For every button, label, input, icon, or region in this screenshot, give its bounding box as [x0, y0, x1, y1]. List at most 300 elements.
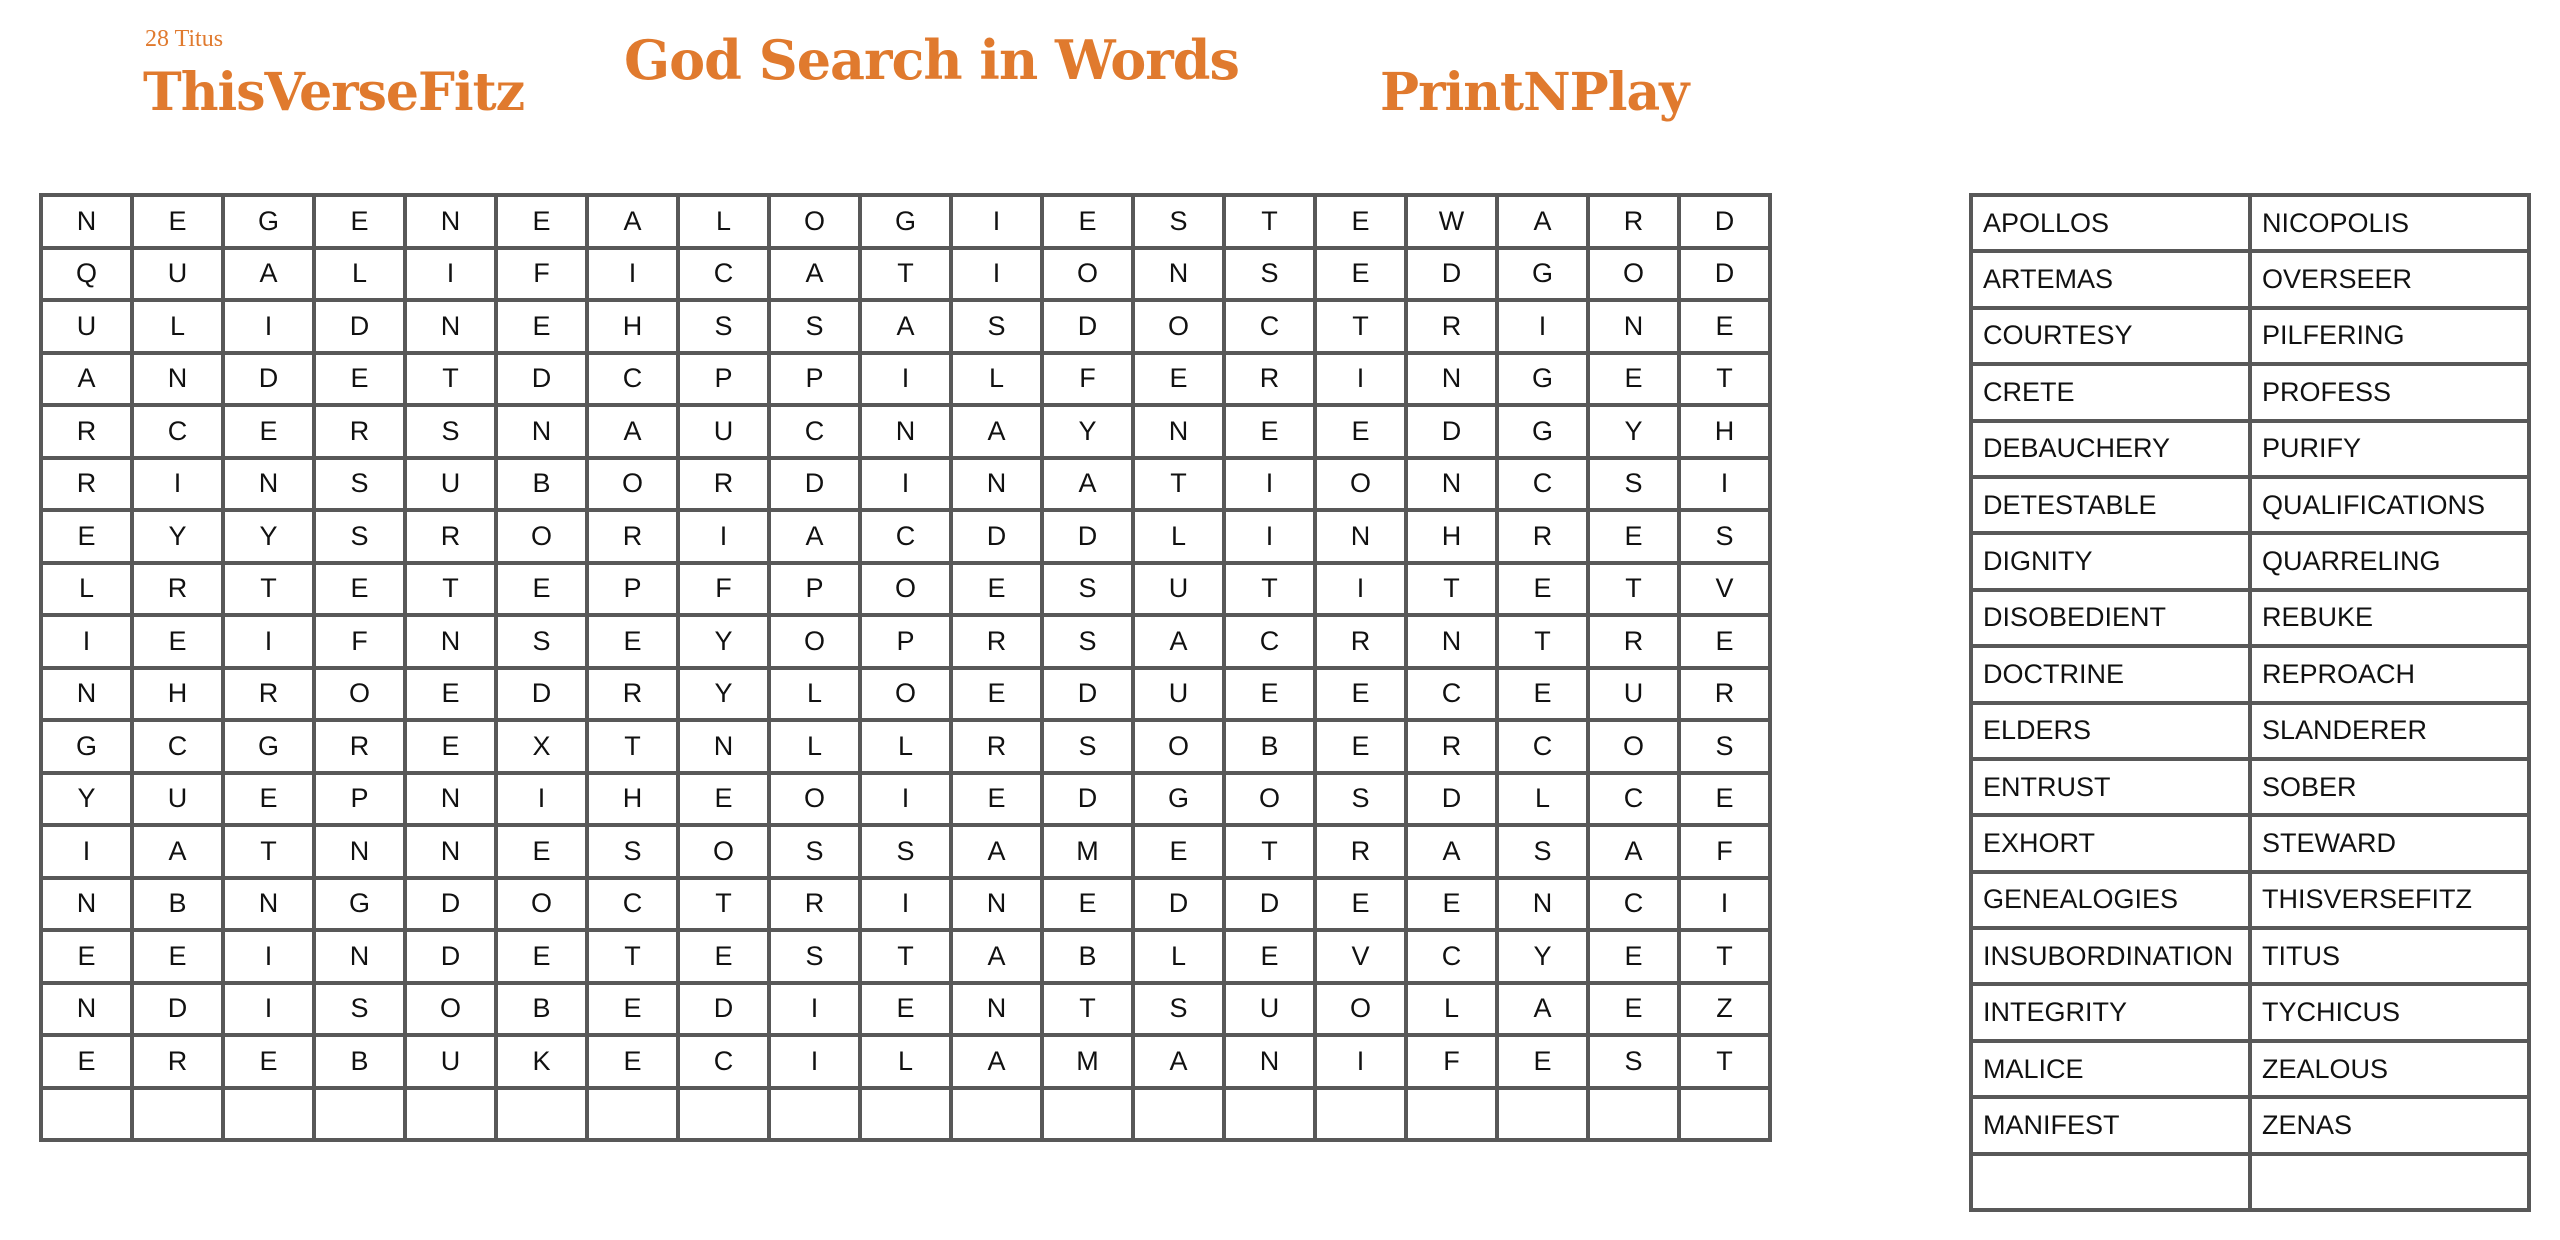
grid-cell[interactable]: N: [1133, 248, 1224, 301]
grid-cell[interactable]: Y: [223, 510, 314, 563]
grid-cell[interactable]: E: [1315, 720, 1406, 773]
grid-cell[interactable]: O: [678, 825, 769, 878]
grid-cell[interactable]: A: [41, 353, 132, 406]
grid-cell[interactable]: S: [1588, 458, 1679, 511]
grid-cell[interactable]: U: [1133, 563, 1224, 616]
grid-cell[interactable]: S: [951, 300, 1042, 353]
grid-cell[interactable]: E: [1315, 878, 1406, 931]
grid-cell[interactable]: E: [1315, 405, 1406, 458]
grid-cell[interactable]: [860, 1088, 951, 1141]
grid-cell[interactable]: T: [860, 930, 951, 983]
grid-cell[interactable]: I: [223, 615, 314, 668]
grid-cell[interactable]: T: [1679, 353, 1770, 406]
grid-cell[interactable]: O: [1042, 248, 1133, 301]
grid-cell[interactable]: E: [1588, 930, 1679, 983]
grid-cell[interactable]: O: [769, 615, 860, 668]
grid-cell[interactable]: D: [1133, 878, 1224, 931]
grid-cell[interactable]: G: [1133, 773, 1224, 826]
grid-cell[interactable]: I: [1497, 300, 1588, 353]
grid-cell[interactable]: R: [314, 720, 405, 773]
grid-cell[interactable]: M: [1042, 1035, 1133, 1088]
grid-cell[interactable]: E: [1497, 668, 1588, 721]
grid-cell[interactable]: A: [587, 195, 678, 248]
grid-cell[interactable]: [132, 1088, 223, 1141]
grid-cell[interactable]: E: [1679, 615, 1770, 668]
grid-cell[interactable]: D: [1679, 195, 1770, 248]
grid-cell[interactable]: O: [496, 878, 587, 931]
grid-cell[interactable]: H: [587, 300, 678, 353]
grid-cell[interactable]: I: [1315, 353, 1406, 406]
grid-cell[interactable]: I: [223, 300, 314, 353]
grid-cell[interactable]: I: [951, 248, 1042, 301]
grid-cell[interactable]: I: [860, 458, 951, 511]
grid-cell[interactable]: I: [1679, 458, 1770, 511]
grid-cell[interactable]: N: [951, 458, 1042, 511]
grid-cell[interactable]: Y: [41, 773, 132, 826]
grid-cell[interactable]: E: [951, 563, 1042, 616]
grid-cell[interactable]: S: [1133, 195, 1224, 248]
grid-cell[interactable]: I: [1679, 878, 1770, 931]
grid-cell[interactable]: C: [1406, 930, 1497, 983]
grid-cell[interactable]: F: [1679, 825, 1770, 878]
grid-cell[interactable]: A: [951, 930, 1042, 983]
grid-cell[interactable]: I: [678, 510, 769, 563]
grid-cell[interactable]: G: [860, 195, 951, 248]
grid-cell[interactable]: S: [587, 825, 678, 878]
grid-cell[interactable]: N: [405, 615, 496, 668]
grid-cell[interactable]: A: [860, 300, 951, 353]
grid-cell[interactable]: T: [1224, 563, 1315, 616]
grid-cell[interactable]: V: [1679, 563, 1770, 616]
grid-cell[interactable]: E: [1224, 405, 1315, 458]
grid-cell[interactable]: D: [496, 668, 587, 721]
grid-cell[interactable]: S: [1133, 983, 1224, 1036]
grid-cell[interactable]: P: [314, 773, 405, 826]
grid-cell[interactable]: C: [587, 878, 678, 931]
grid-cell[interactable]: L: [314, 248, 405, 301]
grid-cell[interactable]: P: [769, 563, 860, 616]
grid-cell[interactable]: U: [405, 1035, 496, 1088]
grid-cell[interactable]: T: [1224, 825, 1315, 878]
grid-cell[interactable]: V: [1315, 930, 1406, 983]
grid-cell[interactable]: E: [223, 405, 314, 458]
grid-cell[interactable]: L: [1133, 510, 1224, 563]
grid-cell[interactable]: D: [132, 983, 223, 1036]
grid-cell[interactable]: T: [1133, 458, 1224, 511]
grid-cell[interactable]: N: [405, 195, 496, 248]
grid-cell[interactable]: I: [769, 983, 860, 1036]
grid-cell[interactable]: L: [951, 353, 1042, 406]
grid-cell[interactable]: [769, 1088, 860, 1141]
grid-cell[interactable]: O: [860, 668, 951, 721]
grid-cell[interactable]: L: [1406, 983, 1497, 1036]
grid-cell[interactable]: S: [1679, 720, 1770, 773]
grid-cell[interactable]: C: [1224, 300, 1315, 353]
grid-cell[interactable]: G: [1497, 405, 1588, 458]
grid-cell[interactable]: T: [1588, 563, 1679, 616]
grid-cell[interactable]: E: [1679, 773, 1770, 826]
grid-cell[interactable]: A: [587, 405, 678, 458]
grid-cell[interactable]: N: [132, 353, 223, 406]
grid-cell[interactable]: I: [496, 773, 587, 826]
grid-cell[interactable]: S: [769, 300, 860, 353]
grid-cell[interactable]: U: [1133, 668, 1224, 721]
grid-cell[interactable]: E: [678, 930, 769, 983]
grid-cell[interactable]: O: [1133, 720, 1224, 773]
grid-cell[interactable]: D: [314, 300, 405, 353]
grid-cell[interactable]: C: [1588, 773, 1679, 826]
grid-cell[interactable]: S: [405, 405, 496, 458]
grid-cell[interactable]: N: [41, 668, 132, 721]
grid-cell[interactable]: D: [1042, 668, 1133, 721]
grid-cell[interactable]: T: [1224, 195, 1315, 248]
grid-cell[interactable]: R: [951, 720, 1042, 773]
grid-cell[interactable]: E: [1315, 668, 1406, 721]
grid-cell[interactable]: L: [769, 720, 860, 773]
grid-cell[interactable]: Y: [678, 615, 769, 668]
grid-cell[interactable]: C: [1497, 720, 1588, 773]
grid-cell[interactable]: I: [1224, 510, 1315, 563]
grid-cell[interactable]: T: [1679, 930, 1770, 983]
grid-cell[interactable]: R: [132, 1035, 223, 1088]
grid-cell[interactable]: A: [1042, 458, 1133, 511]
grid-cell[interactable]: U: [132, 773, 223, 826]
grid-cell[interactable]: E: [314, 195, 405, 248]
grid-cell[interactable]: N: [405, 825, 496, 878]
grid-cell[interactable]: E: [132, 615, 223, 668]
grid-cell[interactable]: E: [132, 930, 223, 983]
grid-cell[interactable]: [496, 1088, 587, 1141]
grid-cell[interactable]: N: [1588, 300, 1679, 353]
grid-cell[interactable]: A: [1497, 195, 1588, 248]
grid-cell[interactable]: G: [1497, 353, 1588, 406]
grid-cell[interactable]: B: [496, 458, 587, 511]
grid-cell[interactable]: G: [314, 878, 405, 931]
grid-cell[interactable]: C: [1588, 878, 1679, 931]
grid-cell[interactable]: O: [769, 195, 860, 248]
grid-cell[interactable]: [223, 1088, 314, 1141]
grid-cell[interactable]: E: [1588, 983, 1679, 1036]
grid-cell[interactable]: G: [223, 720, 314, 773]
grid-cell[interactable]: E: [1497, 1035, 1588, 1088]
grid-cell[interactable]: E: [223, 1035, 314, 1088]
grid-cell[interactable]: N: [405, 300, 496, 353]
grid-cell[interactable]: U: [132, 248, 223, 301]
grid-cell[interactable]: I: [1315, 1035, 1406, 1088]
grid-cell[interactable]: I: [860, 773, 951, 826]
grid-cell[interactable]: D: [1042, 510, 1133, 563]
grid-cell[interactable]: T: [860, 248, 951, 301]
grid-cell[interactable]: G: [1497, 248, 1588, 301]
grid-cell[interactable]: W: [1406, 195, 1497, 248]
grid-cell[interactable]: F: [496, 248, 587, 301]
grid-cell[interactable]: N: [223, 458, 314, 511]
grid-cell[interactable]: S: [1042, 615, 1133, 668]
grid-cell[interactable]: O: [1224, 773, 1315, 826]
grid-cell[interactable]: [41, 1088, 132, 1141]
grid-cell[interactable]: T: [405, 563, 496, 616]
grid-cell[interactable]: L: [1497, 773, 1588, 826]
grid-cell[interactable]: H: [1679, 405, 1770, 458]
grid-cell[interactable]: N: [1406, 458, 1497, 511]
grid-cell[interactable]: N: [41, 983, 132, 1036]
grid-cell[interactable]: R: [951, 615, 1042, 668]
grid-cell[interactable]: [1679, 1088, 1770, 1141]
grid-cell[interactable]: A: [223, 248, 314, 301]
grid-cell[interactable]: S: [1497, 825, 1588, 878]
grid-cell[interactable]: E: [1315, 195, 1406, 248]
grid-cell[interactable]: R: [405, 510, 496, 563]
grid-cell[interactable]: [1224, 1088, 1315, 1141]
grid-cell[interactable]: F: [678, 563, 769, 616]
grid-cell[interactable]: M: [1042, 825, 1133, 878]
grid-cell[interactable]: L: [132, 300, 223, 353]
grid-cell[interactable]: P: [678, 353, 769, 406]
grid-cell[interactable]: Y: [1042, 405, 1133, 458]
grid-cell[interactable]: S: [769, 825, 860, 878]
grid-cell[interactable]: E: [314, 563, 405, 616]
grid-cell[interactable]: E: [496, 563, 587, 616]
grid-cell[interactable]: E: [496, 825, 587, 878]
grid-cell[interactable]: T: [587, 930, 678, 983]
grid-cell[interactable]: A: [951, 825, 1042, 878]
grid-cell[interactable]: T: [1315, 300, 1406, 353]
grid-cell[interactable]: E: [587, 983, 678, 1036]
grid-cell[interactable]: S: [314, 983, 405, 1036]
grid-cell[interactable]: L: [769, 668, 860, 721]
grid-cell[interactable]: E: [41, 930, 132, 983]
grid-cell[interactable]: A: [769, 510, 860, 563]
grid-cell[interactable]: [314, 1088, 405, 1141]
grid-cell[interactable]: I: [860, 878, 951, 931]
grid-cell[interactable]: E: [132, 195, 223, 248]
grid-cell[interactable]: T: [678, 878, 769, 931]
grid-cell[interactable]: S: [1588, 1035, 1679, 1088]
grid-cell[interactable]: C: [678, 1035, 769, 1088]
grid-cell[interactable]: N: [860, 405, 951, 458]
grid-cell[interactable]: D: [223, 353, 314, 406]
grid-cell[interactable]: T: [1042, 983, 1133, 1036]
grid-cell[interactable]: R: [1315, 825, 1406, 878]
grid-cell[interactable]: E: [314, 353, 405, 406]
grid-cell[interactable]: O: [587, 458, 678, 511]
grid-cell[interactable]: E: [223, 773, 314, 826]
grid-cell[interactable]: E: [1497, 563, 1588, 616]
grid-cell[interactable]: R: [41, 458, 132, 511]
grid-cell[interactable]: E: [1224, 930, 1315, 983]
grid-cell[interactable]: O: [1588, 720, 1679, 773]
grid-cell[interactable]: N: [951, 878, 1042, 931]
grid-cell[interactable]: A: [1588, 825, 1679, 878]
grid-cell[interactable]: D: [951, 510, 1042, 563]
grid-cell[interactable]: R: [1406, 720, 1497, 773]
grid-cell[interactable]: R: [1406, 300, 1497, 353]
grid-cell[interactable]: C: [132, 720, 223, 773]
grid-cell[interactable]: A: [1406, 825, 1497, 878]
grid-cell[interactable]: [678, 1088, 769, 1141]
grid-cell[interactable]: [1588, 1088, 1679, 1141]
grid-cell[interactable]: I: [223, 930, 314, 983]
grid-cell[interactable]: R: [41, 405, 132, 458]
grid-cell[interactable]: D: [1679, 248, 1770, 301]
grid-cell[interactable]: [951, 1088, 1042, 1141]
grid-cell[interactable]: S: [1042, 563, 1133, 616]
grid-cell[interactable]: R: [223, 668, 314, 721]
grid-cell[interactable]: T: [223, 825, 314, 878]
grid-cell[interactable]: U: [1224, 983, 1315, 1036]
grid-cell[interactable]: S: [314, 510, 405, 563]
grid-cell[interactable]: E: [587, 1035, 678, 1088]
grid-cell[interactable]: C: [769, 405, 860, 458]
grid-cell[interactable]: I: [132, 458, 223, 511]
grid-cell[interactable]: R: [587, 668, 678, 721]
grid-cell[interactable]: T: [223, 563, 314, 616]
grid-cell[interactable]: E: [1588, 353, 1679, 406]
grid-cell[interactable]: A: [1133, 615, 1224, 668]
grid-cell[interactable]: D: [678, 983, 769, 1036]
grid-cell[interactable]: I: [41, 825, 132, 878]
grid-cell[interactable]: E: [41, 1035, 132, 1088]
grid-cell[interactable]: L: [860, 1035, 951, 1088]
grid-cell[interactable]: S: [1315, 773, 1406, 826]
grid-cell[interactable]: R: [678, 458, 769, 511]
grid-cell[interactable]: O: [1133, 300, 1224, 353]
grid-cell[interactable]: B: [314, 1035, 405, 1088]
grid-cell[interactable]: [1406, 1088, 1497, 1141]
grid-cell[interactable]: S: [860, 825, 951, 878]
grid-cell[interactable]: T: [1679, 1035, 1770, 1088]
grid-cell[interactable]: U: [405, 458, 496, 511]
grid-cell[interactable]: Y: [1588, 405, 1679, 458]
grid-cell[interactable]: O: [1315, 458, 1406, 511]
grid-cell[interactable]: E: [678, 773, 769, 826]
grid-cell[interactable]: F: [314, 615, 405, 668]
grid-cell[interactable]: R: [132, 563, 223, 616]
grid-cell[interactable]: E: [1042, 195, 1133, 248]
grid-cell[interactable]: S: [1042, 720, 1133, 773]
grid-cell[interactable]: S: [1224, 248, 1315, 301]
grid-cell[interactable]: E: [1679, 300, 1770, 353]
grid-cell[interactable]: D: [405, 878, 496, 931]
grid-cell[interactable]: I: [860, 353, 951, 406]
grid-cell[interactable]: N: [223, 878, 314, 931]
grid-cell[interactable]: P: [860, 615, 951, 668]
grid-cell[interactable]: Q: [41, 248, 132, 301]
grid-cell[interactable]: S: [678, 300, 769, 353]
grid-cell[interactable]: D: [496, 353, 587, 406]
grid-cell[interactable]: A: [1497, 983, 1588, 1036]
grid-cell[interactable]: O: [860, 563, 951, 616]
grid-cell[interactable]: N: [1406, 615, 1497, 668]
grid-cell[interactable]: A: [132, 825, 223, 878]
grid-cell[interactable]: I: [1224, 458, 1315, 511]
grid-cell[interactable]: T: [587, 720, 678, 773]
grid-cell[interactable]: S: [769, 930, 860, 983]
grid-cell[interactable]: N: [1224, 1035, 1315, 1088]
grid-cell[interactable]: S: [496, 615, 587, 668]
grid-cell[interactable]: N: [951, 983, 1042, 1036]
grid-cell[interactable]: [587, 1088, 678, 1141]
grid-cell[interactable]: E: [951, 773, 1042, 826]
grid-cell[interactable]: Y: [132, 510, 223, 563]
grid-cell[interactable]: C: [132, 405, 223, 458]
grid-cell[interactable]: R: [1679, 668, 1770, 721]
grid-cell[interactable]: [1497, 1088, 1588, 1141]
grid-cell[interactable]: N: [1497, 878, 1588, 931]
grid-cell[interactable]: B: [496, 983, 587, 1036]
grid-cell[interactable]: L: [678, 195, 769, 248]
grid-cell[interactable]: R: [1588, 615, 1679, 668]
grid-cell[interactable]: U: [41, 300, 132, 353]
grid-cell[interactable]: B: [132, 878, 223, 931]
grid-cell[interactable]: S: [314, 458, 405, 511]
grid-cell[interactable]: H: [132, 668, 223, 721]
grid-cell[interactable]: A: [951, 1035, 1042, 1088]
grid-cell[interactable]: D: [1042, 773, 1133, 826]
grid-cell[interactable]: R: [587, 510, 678, 563]
grid-cell[interactable]: T: [1406, 563, 1497, 616]
grid-cell[interactable]: X: [496, 720, 587, 773]
grid-cell[interactable]: E: [1588, 510, 1679, 563]
grid-cell[interactable]: E: [1315, 248, 1406, 301]
grid-cell[interactable]: H: [1406, 510, 1497, 563]
grid-cell[interactable]: C: [1224, 615, 1315, 668]
grid-cell[interactable]: G: [41, 720, 132, 773]
grid-cell[interactable]: I: [41, 615, 132, 668]
grid-cell[interactable]: O: [1315, 983, 1406, 1036]
grid-cell[interactable]: O: [1588, 248, 1679, 301]
grid-cell[interactable]: R: [769, 878, 860, 931]
grid-cell[interactable]: U: [1588, 668, 1679, 721]
grid-cell[interactable]: R: [1497, 510, 1588, 563]
grid-cell[interactable]: D: [1042, 300, 1133, 353]
grid-cell[interactable]: L: [860, 720, 951, 773]
grid-cell[interactable]: N: [1315, 510, 1406, 563]
grid-cell[interactable]: N: [1406, 353, 1497, 406]
grid-cell[interactable]: R: [1315, 615, 1406, 668]
grid-cell[interactable]: I: [223, 983, 314, 1036]
grid-cell[interactable]: E: [1406, 878, 1497, 931]
grid-cell[interactable]: I: [1315, 563, 1406, 616]
grid-cell[interactable]: A: [951, 405, 1042, 458]
grid-cell[interactable]: B: [1224, 720, 1315, 773]
grid-cell[interactable]: O: [314, 668, 405, 721]
grid-cell[interactable]: I: [405, 248, 496, 301]
grid-cell[interactable]: P: [587, 563, 678, 616]
grid-cell[interactable]: F: [1406, 1035, 1497, 1088]
grid-cell[interactable]: E: [951, 668, 1042, 721]
grid-cell[interactable]: C: [860, 510, 951, 563]
grid-cell[interactable]: R: [314, 405, 405, 458]
grid-cell[interactable]: E: [405, 720, 496, 773]
grid-cell[interactable]: G: [223, 195, 314, 248]
grid-cell[interactable]: D: [1406, 773, 1497, 826]
grid-cell[interactable]: H: [587, 773, 678, 826]
grid-cell[interactable]: D: [1406, 405, 1497, 458]
grid-cell[interactable]: N: [314, 930, 405, 983]
grid-cell[interactable]: [1042, 1088, 1133, 1141]
grid-cell[interactable]: Y: [1497, 930, 1588, 983]
grid-cell[interactable]: L: [1133, 930, 1224, 983]
grid-cell[interactable]: E: [496, 930, 587, 983]
grid-cell[interactable]: C: [587, 353, 678, 406]
grid-cell[interactable]: I: [587, 248, 678, 301]
grid-cell[interactable]: D: [1406, 248, 1497, 301]
grid-cell[interactable]: C: [678, 248, 769, 301]
grid-cell[interactable]: N: [314, 825, 405, 878]
grid-cell[interactable]: I: [951, 195, 1042, 248]
grid-cell[interactable]: L: [41, 563, 132, 616]
